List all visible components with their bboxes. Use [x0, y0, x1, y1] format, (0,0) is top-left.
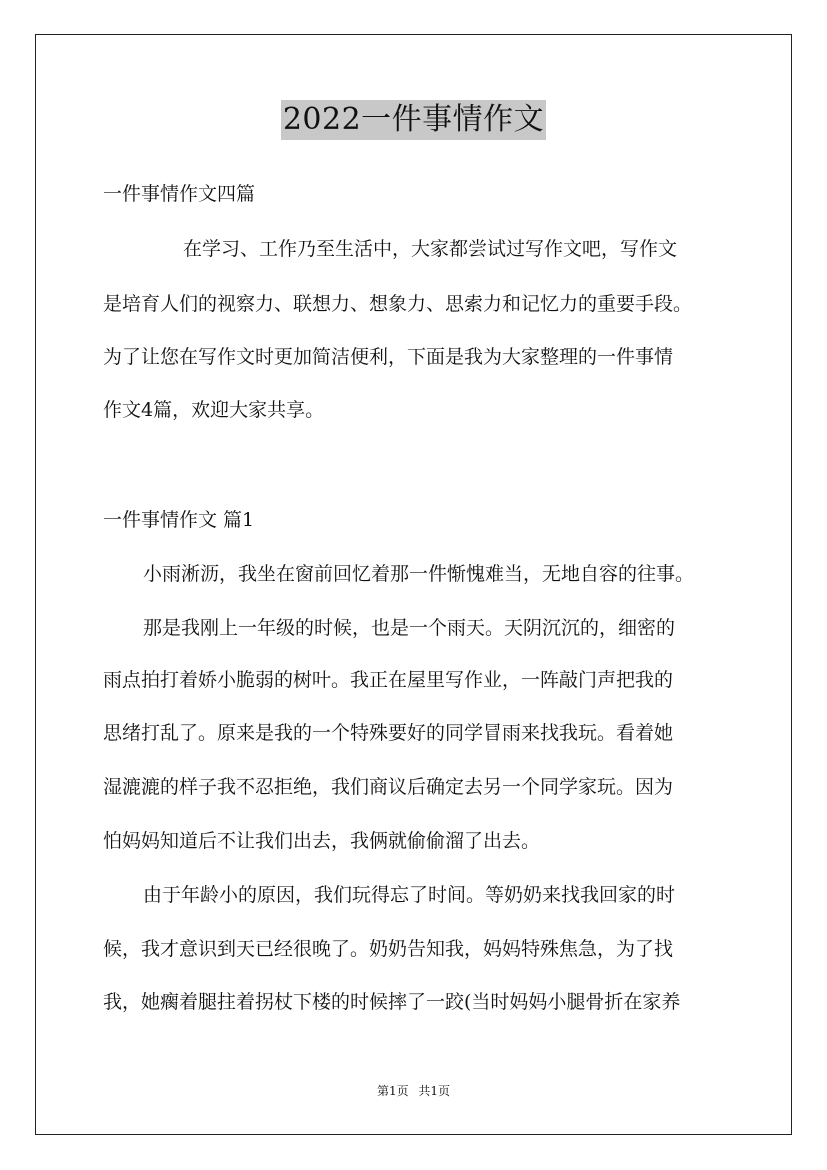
paragraph-line: 思绪打乱了。原来是我的一个特殊要好的同学冒雨来找我玩。看着她: [103, 722, 674, 744]
paragraph-line: 由于年龄小的原因，我们玩得忘了时间。等奶奶来找我回家的时: [143, 884, 676, 906]
paragraph-line: 小雨淅沥，我坐在窗前回忆着那一件惭愧难当，无地自容的往事。: [143, 563, 695, 585]
title-container: [0, 100, 827, 140]
section-heading: 一件事情作文 篇1: [103, 509, 255, 531]
paragraph-line: 怕妈妈知道后不让我们出去，我俩就偷偷溜了出去。: [103, 830, 541, 852]
paragraph-line: 我，她瘸着腿拄着拐杖下楼的时候摔了一跤(当时妈妈小腿骨折在家养: [103, 991, 681, 1013]
page-total: 共1页: [418, 1084, 451, 1098]
paragraph-line: 湿漉漉的样子我不忍拒绝，我们商议后确定去另一个同学家玩。因为: [103, 776, 674, 798]
intro-line: 在学习、工作乃至生活中，大家都尝试过写作文吧，写作文: [183, 238, 678, 260]
paragraph-line: 候，我才意识到天已经很晚了。奶奶告知我，妈妈特殊焦急，为了找: [103, 938, 674, 960]
intro-line: 是培育人们的视察力、联想力、想象力、思索力和记忆力的重要手段。: [103, 293, 693, 315]
intro-line: 作文4篇，欢迎大家共享。: [103, 399, 325, 421]
document-subtitle: 一件事情作文四篇: [103, 183, 256, 205]
intro-line: 为了让您在写作文时更加简洁便利，下面是我为大家整理的一件事情: [103, 346, 674, 368]
document-title: 2022一件事情作文: [281, 100, 546, 140]
paragraph-line: 雨点拍打着娇小脆弱的树叶。我正在屋里写作业，一阵敲门声把我的: [103, 669, 674, 691]
paragraph-line: 那是我刚上一年级的时候，也是一个雨天。天阴沉沉的，细密的: [143, 617, 676, 639]
page-number: 第1页: [376, 1084, 409, 1098]
page-footer: [0, 1083, 827, 1099]
